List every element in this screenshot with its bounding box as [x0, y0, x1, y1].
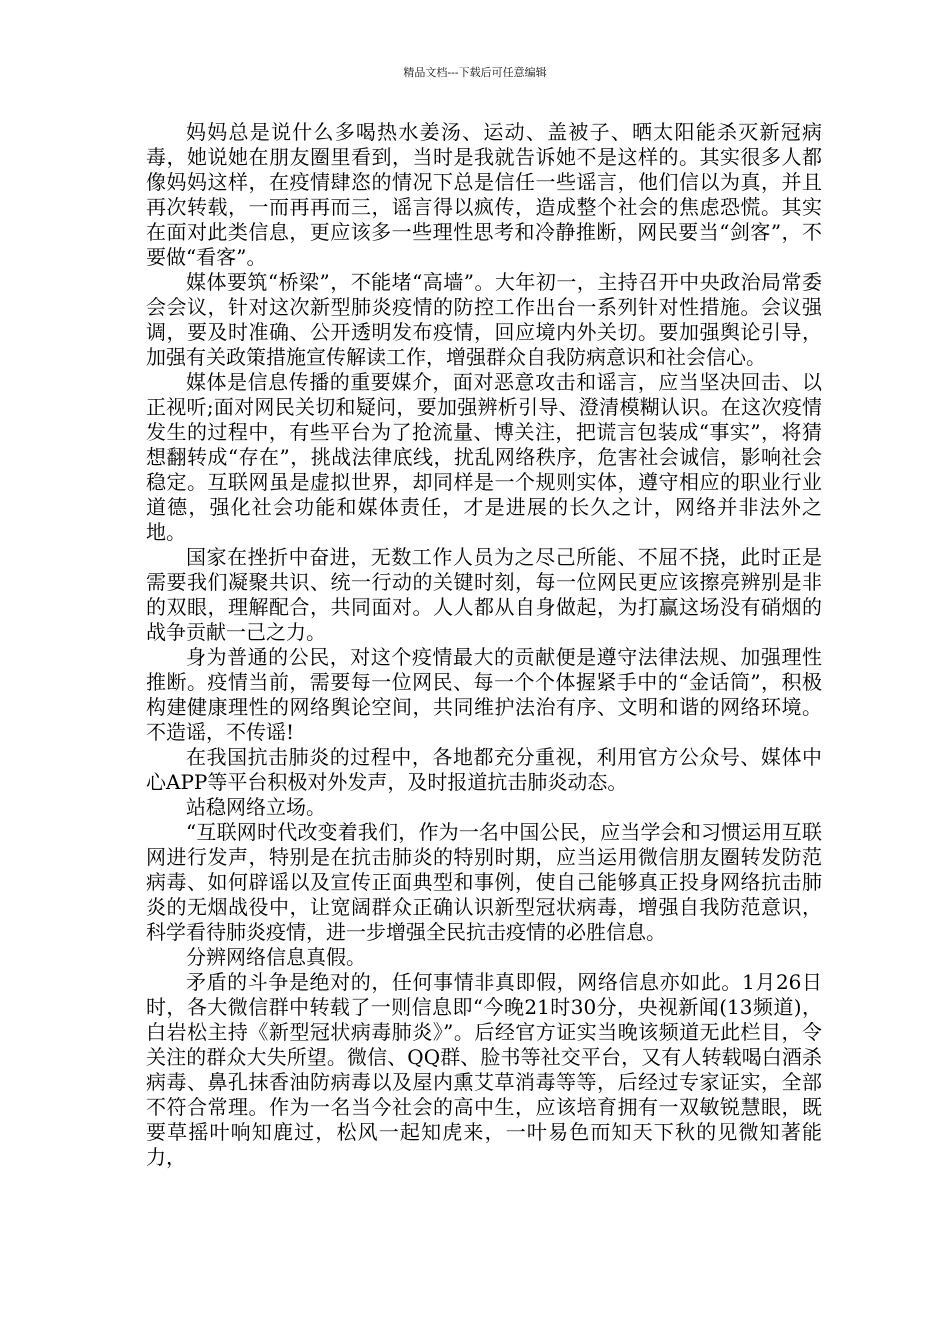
- paragraph-rumors: 妈妈总是说什么多喝热水姜汤、运动、盖被子、晒太阳能杀灭新冠病毒，她说她在朋友圈里看到，当时是我就告诉她不是这样的。其实很多人都像妈妈这样，在疫情肆恣的情况下总是信任一些谣言，他们信以为真，并且再次转载，一而再再而三，谣言得以疯传，造成整个社会的焦虑恐慌。其实在面对此类信息，更应该多一些理性思考和冷静推断，网民要当“剑客”，不要做“看客”。: [146, 120, 822, 269]
- paragraph-media-role: 媒体是信息传播的重要媒介，面对恶意攻击和谣言，应当坚决回击、以正视听;面对网民关切和疑问，要加强辨析引导、澄清模糊认识。在这次疫情发生的过程中，有些平台为了抢流量、博关注，把谎言包装成“事实”，将猜想翻转成“存在”，挑战法律底线，扰乱网络秩序，危害社会诚信，影响社会稳定。互联网虽是虚拟世界，却同样是一个规则实体，遵守相应的职业行业道德，强化社会功能和媒体责任，才是进展的长久之计，网络并非法外之地。: [146, 370, 822, 544]
- paragraph-internet-era: “互联网时代改变着我们，作为一名中国公民，应当学会和习惯运用互联网进行发声，特别是在抗击肺炎的特别时期，应当运用微信朋友圈转发防范病毒、如何辟谣以及宣传正面典型和事例，使自己能够真正投身网络抗击肺炎的无烟战役中，让宽阔群众正确认识新型冠状病毒，增强自我防范意识，科学看待肺炎疫情，进一步增强全民抗击疫情的必胜信息。: [146, 820, 822, 944]
- paragraph-media-bridge: 媒体要筑“桥梁”，不能堵“高墙”。大年初一，主持召开中央政治局常委会会议，针对这次新型肺炎疫情的防控工作出台一系列针对性措施。会议强调，要及时准确、公开透明发布疫情，回应境内外关切。要加强舆论引导，加强有关政策措施宣传解读工作，增强群众自我防病意识和社会信心。: [146, 270, 822, 369]
- section-heading-discern: 分辨网络信息真假。: [186, 945, 366, 969]
- page-header: 精品文档---下载后可任意编辑: [403, 66, 547, 79]
- document-body: [146, 120, 822, 1170]
- paragraph-citizen: 身为普通的公民，对这个疫情最大的贡献便是遵守法律法规、加强理性推断。疫情当前，需要每一位网民、每一个个体握紧手中的“金话筒”，积极构建健康理性的网络舆论空间，共同维护法治有序、文明和谐的网络环境。不造谣，不传谣!: [146, 645, 822, 744]
- paragraph-official-media: 在我国抗击肺炎的过程中，各地都充分重视，利用官方公众号、媒体中心APP等平台积极对外发声，及时报道抗击肺炎动态。: [146, 745, 822, 794]
- section-heading-stance: 站稳网络立场。: [186, 795, 326, 819]
- paragraph-contradiction: 矛盾的斗争是绝对的，任何事情非真即假，网络信息亦如此。1月26日时，各大微信群中转载了一则信息即“今晚21时30分，央视新闻(13频道)，白岩松主持《新型冠状病毒肺炎》”。后经官方证实当晚该频道无此栏目，令关注的群众大失所望。微信、QQ群、脸书等社交平台，又有人转载喝白酒杀病毒、鼻孔抹香油防病毒以及屋内熏艾草消毒等等，后经过专家证实，全部不符合常理。作为一名当今社会的高中生，应该培育拥有一双敏锐慧眼，既要草摇叶响知鹿过，松风一起知虎来，一叶易色而知天下秋的见微知著能力，: [146, 970, 822, 1169]
- paragraph-nation: 国家在挫折中奋进，无数工作人员为之尽己所能、不屈不挠，此时正是需要我们凝聚共识、统一行动的关键时刻，每一位网民更应该擦亮辨别是非的双眼，理解配合，共同面对。人人都从自身做起，为打赢这场没有硝烟的战争贡献一己之力。: [146, 545, 822, 644]
